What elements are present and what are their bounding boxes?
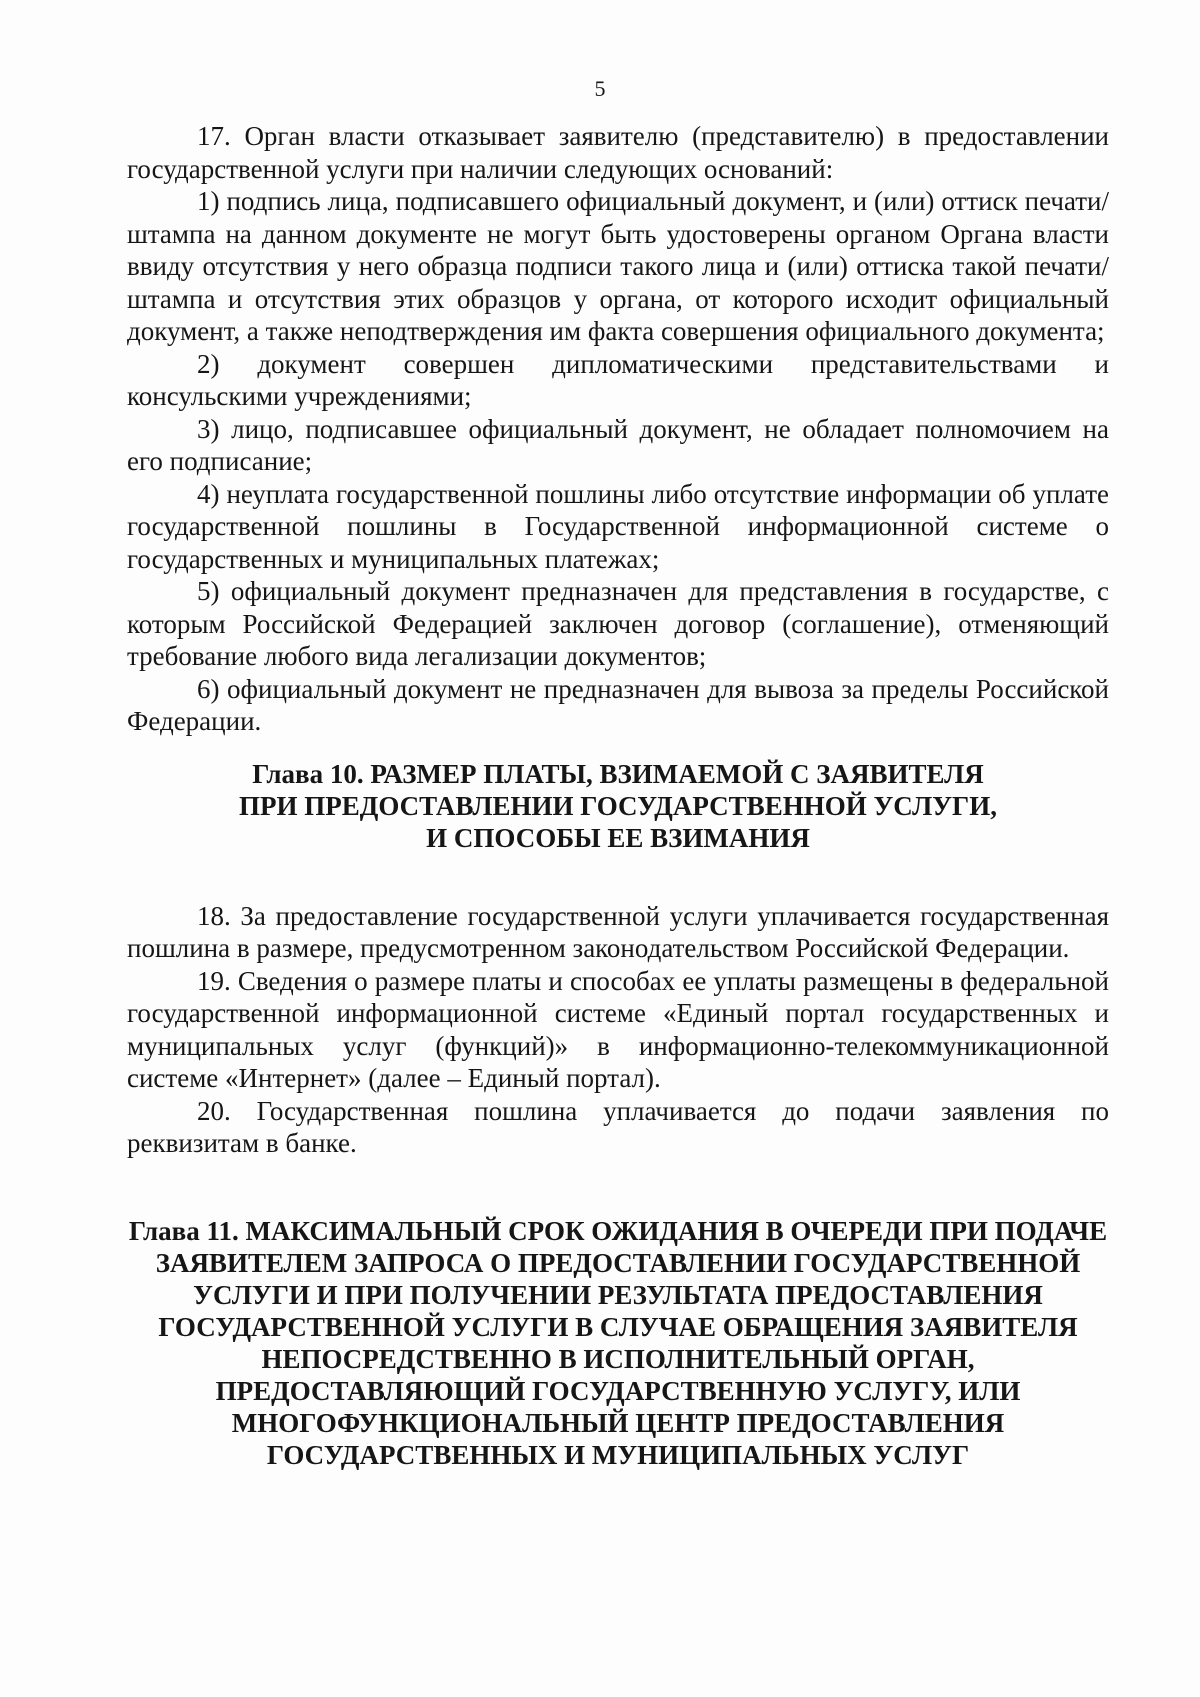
chapter-11-heading [117,1215,1119,1471]
list-item-1: 1) подпись лица, подписавшего официальный документ, и (или) оттиск печати/штампа на данном документе не могут быть удостоверены органом Органа власти ввиду отсутствия у него образца подписи такого лица и (или) оттиска такой печати/штампа и отсутствия этих образцов у органа, от которого исходит официальный документ, а также неподтверждения им факта совершения официального документа; [127,186,1109,346]
page-number: 5 [594,76,606,101]
chapter-10-line: Глава 10. РАЗМЕР ПЛАТЫ, ВЗИМАЕМОЙ С ЗАЯВИТЕЛЯ [252,758,984,789]
document-body [127,120,1109,1471]
list-item-5: 5) официальный документ предназначен для представления в государстве, с которым Российской Федерацией заключен договор (соглашение), отменяющий требование любого вида легализации документов; [127,576,1109,671]
paragraph-18: 18. За предоставление государственной услуги уплачивается государственная пошлина в размере, предусмотренном законодательством Российской Федерации. [127,900,1109,963]
chapter-11-line: ЗАЯВИТЕЛЕМ ЗАПРОСА О ПРЕДОСТАВЛЕНИИ ГОСУДАРСТВЕННОЙ [155,1247,1081,1278]
list-item-2: 2) документ совершен дипломатическими представительствами и консульскими учреждениями; [127,348,1109,411]
chapter-11-line: ПРЕДОСТАВЛЯЮЩИЙ ГОСУДАРСТВЕННУЮ УСЛУГУ, ИЛИ [215,1375,1021,1406]
paragraph-20: 20. Государственная пошлина уплачивается до подачи заявления по реквизитам в банке. [127,1095,1109,1158]
list-item-3: 3) лицо, подписавшее официальный документ, не обладает полномочием на его подписание; [127,413,1109,476]
paragraph-19: 19. Сведения о размере платы и способах ее уплаты размещены в федеральной государственной информационной системе «Единый портал государственных и муниципальных услуг (функций)» в информационно-телекоммуникационной системе «Интернет» (далее – Единый портал). [127,965,1109,1093]
list-item-4: 4) неуплата государственной пошлины либо отсутствие информации об уплате государственной пошлины в Государственной информационной системе о государственных и муниципальных платежах; [127,478,1109,574]
list-item-6: 6) официальный документ не предназначен для вывоза за пределы Российской Федерации. [127,673,1109,736]
chapter-10-heading [127,758,1109,854]
chapter-11-line: НЕПОСРЕДСТВЕННО В ИСПОЛНИТЕЛЬНЫЙ ОРГАН, [261,1343,975,1374]
chapter-11-line: УСЛУГИ И ПРИ ПОЛУЧЕНИИ РЕЗУЛЬТАТА ПРЕДОСТАВЛЕНИЯ [193,1279,1043,1310]
chapter-11-line: ГОСУДАРСТВЕННОЙ УСЛУГИ В СЛУЧАЕ ОБРАЩЕНИЯ ЗАЯВИТЕЛЯ [158,1311,1078,1342]
chapter-10-line: И СПОСОБЫ ЕЕ ВЗИМАНИЯ [426,822,810,853]
chapter-11-line: Глава 11. МАКСИМАЛЬНЫЙ СРОК ОЖИДАНИЯ В ОЧЕРЕДИ ПРИ ПОДАЧЕ [128,1215,1108,1246]
paragraph-17: 17. Орган власти отказывает заявителю (представителю) в предоставлении государственной услуги при наличии следующих оснований: [127,121,1109,184]
chapter-11-line: ГОСУДАРСТВЕННЫХ И МУНИЦИПАЛЬНЫХ УСЛУГ [266,1439,970,1470]
chapter-11-line: МНОГОФУНКЦИОНАЛЬНЫЙ ЦЕНТР ПРЕДОСТАВЛЕНИЯ [231,1407,1005,1438]
chapter-10-line: ПРИ ПРЕДОСТАВЛЕНИИ ГОСУДАРСТВЕННОЙ УСЛУГИ, [239,790,997,821]
